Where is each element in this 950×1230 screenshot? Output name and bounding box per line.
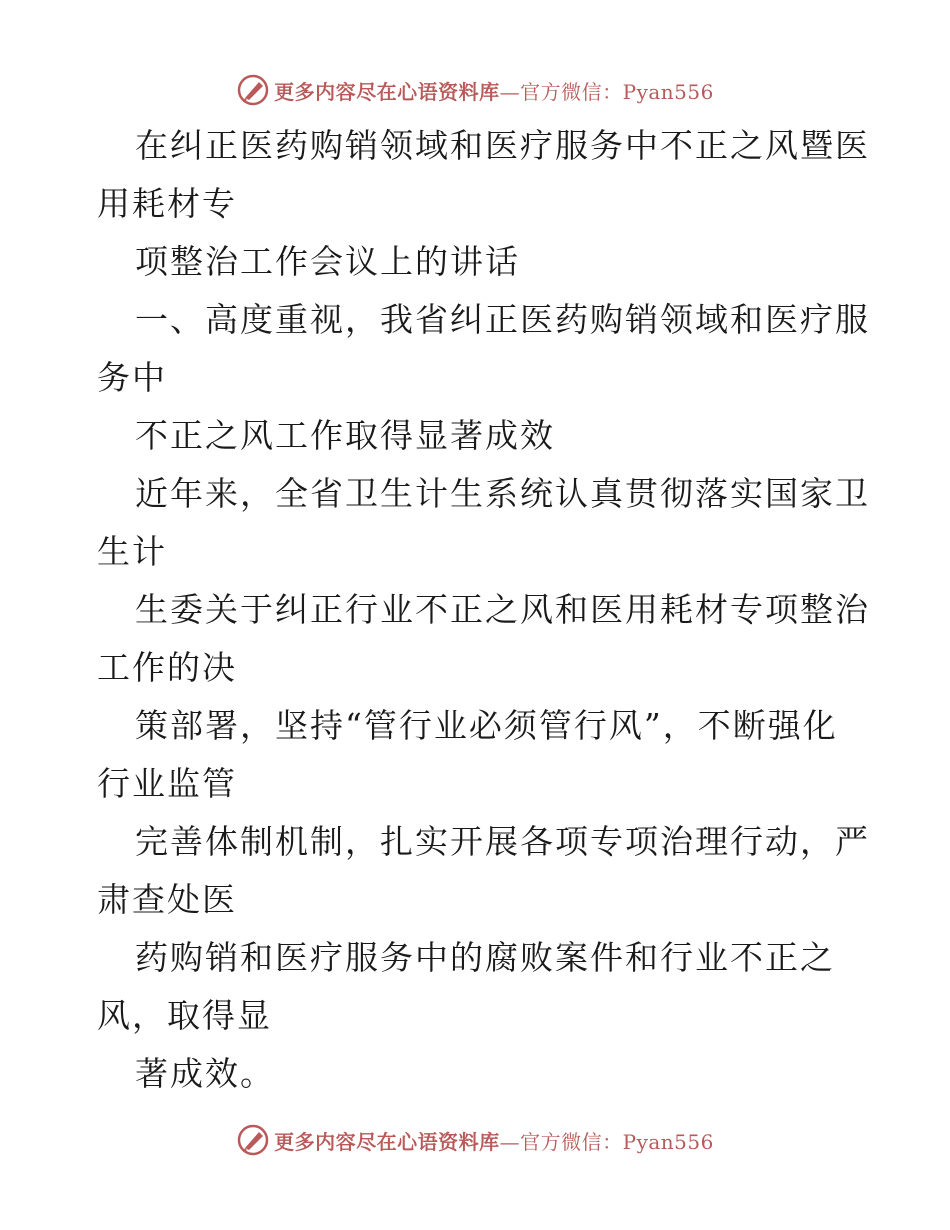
text-line: 务中	[97, 358, 167, 397]
text-line: 不正之风工作取得显著成效	[135, 416, 555, 455]
footer-banner	[0, 1120, 950, 1160]
text-line: 风，取得显	[97, 996, 272, 1035]
banner-wechat: —官方微信：Pyan556	[499, 79, 714, 104]
text-line: 近年来，全省卫生计生系统认真贯彻落实国家卫	[135, 474, 870, 513]
banner-text	[274, 76, 714, 105]
banner-title: 更多内容尽在心语资料库	[274, 79, 500, 104]
banner-text	[274, 1126, 714, 1155]
header-banner	[0, 70, 950, 110]
pen-logo-icon	[236, 73, 270, 107]
document-body	[97, 117, 870, 1103]
banner-wechat: —官方微信：Pyan556	[499, 1129, 714, 1154]
text-line: 项整治工作会议上的讲话	[135, 242, 520, 281]
text-line: 生委关于纠正行业不正之风和医用耗材专项整治	[135, 590, 870, 629]
text-line: 生计	[97, 532, 167, 571]
text-line: 著成效。	[135, 1054, 275, 1093]
pen-logo-icon	[236, 1123, 270, 1157]
text-line: 肃查处医	[97, 880, 237, 919]
text-line: 策部署，坚持“管行业必须管行风”，不断强化	[135, 706, 838, 745]
text-line: 行业监管	[97, 764, 237, 803]
text-line: 完善体制机制，扎实开展各项专项治理行动，严	[135, 822, 870, 861]
text-line: 用耗材专	[97, 184, 237, 223]
text-line: 药购销和医疗服务中的腐败案件和行业不正之	[135, 938, 835, 977]
text-line: 一、高度重视，我省纠正医药购销领域和医疗服	[135, 300, 870, 339]
banner-title: 更多内容尽在心语资料库	[274, 1129, 500, 1154]
text-line: 在纠正医药购销领域和医疗服务中不正之风暨医	[135, 126, 870, 165]
text-line: 工作的决	[97, 648, 237, 687]
